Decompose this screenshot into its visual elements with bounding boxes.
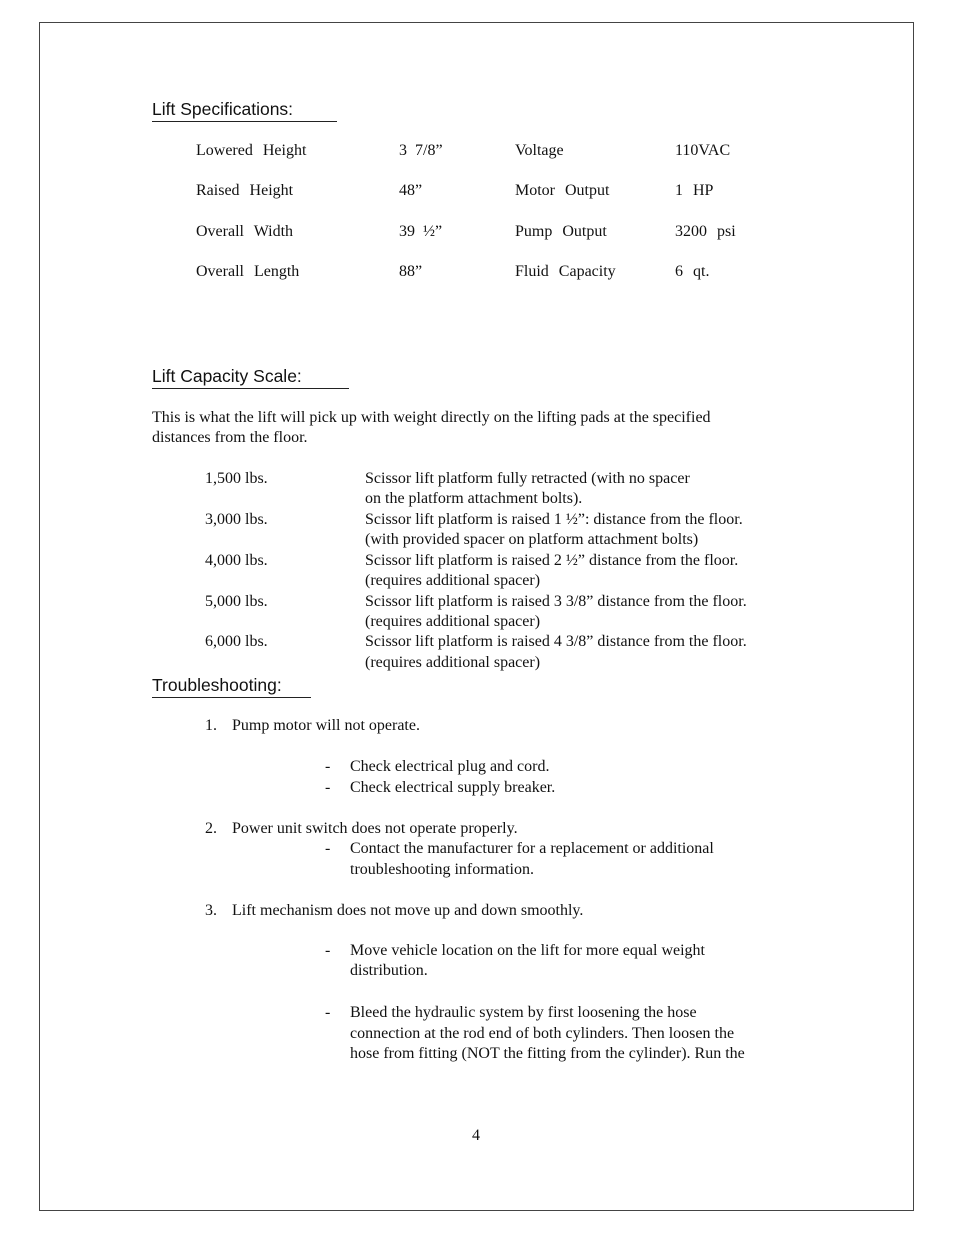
bullet-dash: - [325, 779, 331, 796]
capacity-weight: 6,000 lbs. [205, 633, 268, 650]
spec-label: Overall Width [196, 223, 294, 240]
spec-value: 39 ½” [399, 223, 443, 240]
capacity-description: (requires additional spacer) [365, 613, 541, 630]
list-item-number: 2. [205, 820, 217, 837]
spec-label: Lowered Height [196, 142, 307, 159]
capacity-weight: 1,500 lbs. [205, 470, 268, 487]
bullet-text: troubleshooting information. [350, 861, 534, 878]
spec-value: 88” [399, 263, 423, 280]
capacity-description: (requires additional spacer) [365, 654, 541, 671]
spec-label: Pump Output [515, 223, 607, 240]
bullet-text: Contact the manufacturer for a replacement or additional [350, 840, 714, 857]
spec-value: 110VAC [675, 142, 731, 159]
troubleshooting-heading: Troubleshooting: [152, 674, 282, 696]
spec-label: Overall Length [196, 263, 300, 280]
spec-label: Motor Output [515, 182, 610, 199]
bullet-dash: - [325, 942, 331, 959]
spec-value: 3200 psi [675, 223, 736, 240]
list-item-text: Power unit switch does not operate properly. [232, 820, 518, 837]
capacity-intro: This is what the lift will pick up with weight directly on the lifting pads at the specified [152, 409, 711, 426]
bullet-text: Bleed the hydraulic system by first loosening the hose [350, 1004, 697, 1021]
spec-label: Raised Height [196, 182, 294, 199]
bullet-text: Check electrical supply breaker. [350, 779, 556, 796]
list-item-number: 1. [205, 717, 217, 734]
list-item-number: 3. [205, 902, 217, 919]
bullet-dash: - [325, 840, 331, 857]
capacity-description: (with provided spacer on platform attachment bolts) [365, 531, 699, 548]
page-number: 4 [472, 1127, 480, 1144]
capacity-description: Scissor lift platform is raised 2 ½” distance from the floor. [365, 552, 739, 569]
bullet-text: hose from fitting (NOT the fitting from the cylinder). Run the [350, 1045, 745, 1062]
spec-label: Fluid Capacity [515, 263, 616, 280]
bullet-text: Move vehicle location on the lift for more equal weight [350, 942, 705, 959]
capacity-weight: 3,000 lbs. [205, 511, 268, 528]
capacity-weight: 4,000 lbs. [205, 552, 268, 569]
bullet-dash: - [325, 1004, 331, 1021]
capacity-description: Scissor lift platform fully retracted (with no spacer [365, 470, 690, 487]
capacity-heading: Lift Capacity Scale: [152, 365, 302, 387]
spec-value: 6 qt. [675, 263, 710, 280]
capacity-weight: 5,000 lbs. [205, 593, 268, 610]
capacity-description: Scissor lift platform is raised 1 ½”: distance from the floor. [365, 511, 743, 528]
capacity-intro: distances from the floor. [152, 429, 308, 446]
capacity-description: Scissor lift platform is raised 3 3/8” distance from the floor. [365, 593, 747, 610]
bullet-text: Check electrical plug and cord. [350, 758, 550, 775]
spec-value: 1 HP [675, 182, 714, 199]
capacity-description: (requires additional spacer) [365, 572, 541, 589]
capacity-description: Scissor lift platform is raised 4 3/8” distance from the floor. [365, 633, 747, 650]
spec-label: Voltage [515, 142, 564, 159]
list-item-text: Lift mechanism does not move up and down smoothly. [232, 902, 584, 919]
bullet-dash: - [325, 758, 331, 775]
list-item-text: Pump motor will not operate. [232, 717, 420, 734]
spec-value: 48” [399, 182, 423, 199]
spec-value: 3 7/8” [399, 142, 443, 159]
specs-heading: Lift Specifications: [152, 98, 293, 120]
capacity-description: on the platform attachment bolts). [365, 490, 583, 507]
bullet-text: distribution. [350, 962, 428, 979]
bullet-text: connection at the rod end of both cylinders. Then loosen the [350, 1025, 735, 1042]
